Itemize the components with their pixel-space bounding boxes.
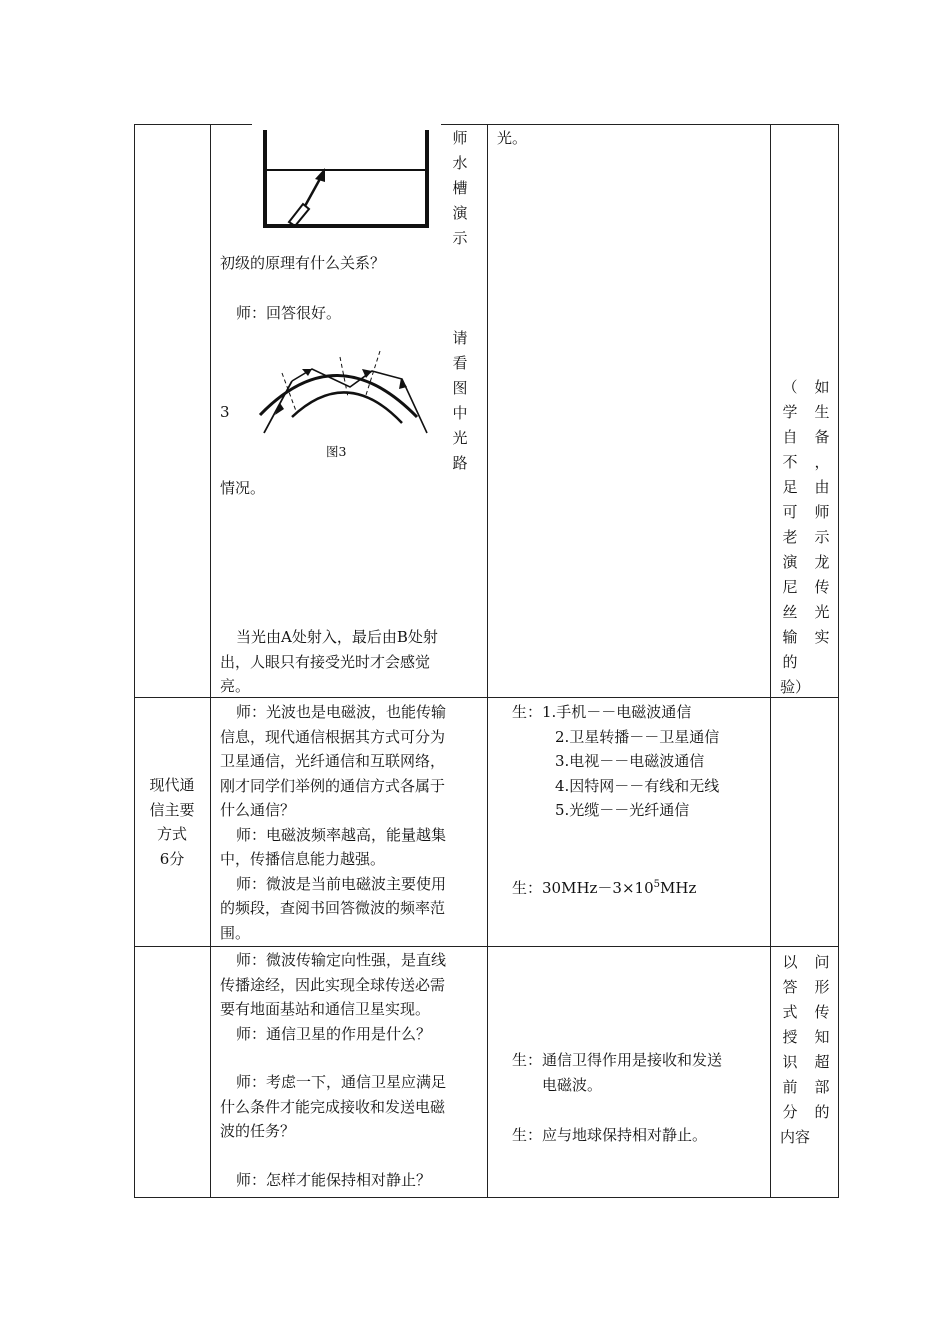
vertical-char: 识 bbox=[782, 1053, 798, 1071]
vertical-char: 光 bbox=[814, 603, 830, 621]
vertical-char: 足 bbox=[782, 478, 798, 496]
vertical-char: 内容 bbox=[780, 1128, 811, 1146]
freq-exponent: 5 bbox=[653, 879, 661, 890]
text-line: 师：微波是当前电磁波主要使用 bbox=[236, 874, 447, 893]
para-line: 当光由A处射入，最后由B处射 bbox=[236, 628, 438, 646]
list-item: 2.卫星转播－－卫星通信 bbox=[555, 727, 720, 746]
vertical-char: 验） bbox=[780, 678, 811, 696]
text-line: 师：微波传输定向性强，是直线 bbox=[236, 951, 447, 969]
vertical-char: 师 bbox=[814, 503, 830, 521]
text-line: 波的任务？ bbox=[220, 1122, 296, 1140]
vertical-char: 形 bbox=[814, 978, 830, 996]
list-item: 5.光缆－－光纤通信 bbox=[555, 801, 690, 819]
teacher-praise: 师：回答很好。 bbox=[236, 304, 342, 322]
text-line: 卫星通信，光纤通信和互联网络， bbox=[220, 752, 446, 770]
vertical-char: 分 bbox=[782, 1103, 798, 1121]
student-answer-light: 光。 bbox=[497, 129, 528, 147]
vertical-char: 传 bbox=[814, 578, 830, 596]
vertical-char: 由 bbox=[814, 478, 830, 496]
text-line: 师：怎样才能保持相对静止？ bbox=[236, 1170, 432, 1189]
section-label-line: 现代通 bbox=[149, 776, 195, 794]
vertical-char: 前 bbox=[782, 1078, 798, 1096]
vertical-char: 老 bbox=[782, 528, 798, 546]
vertical-char: 演 bbox=[452, 204, 468, 222]
vertical-char: 示 bbox=[452, 229, 468, 247]
list-item: 4.因特网－－有线和无线 bbox=[555, 776, 720, 795]
vertical-char: 式 bbox=[782, 1003, 798, 1021]
vertical-char: 丝 bbox=[782, 603, 798, 621]
figure-left-number: 3 bbox=[220, 403, 230, 421]
vertical-char: 示 bbox=[814, 528, 830, 546]
section-label-modern-communication bbox=[136, 773, 208, 871]
section-label-line: 6分 bbox=[159, 849, 185, 868]
vertical-char: 以 bbox=[782, 953, 798, 971]
list-item: 3.电视－－电磁波通信 bbox=[555, 752, 705, 770]
text-line: 师：通信卫星的作用是什么？ bbox=[236, 1024, 432, 1043]
table-border-top-left bbox=[134, 124, 252, 125]
text-line: 传播途经，因此实现全球传送必需 bbox=[220, 975, 446, 994]
text-line: 师：光波也是电磁波，也能传输 bbox=[236, 703, 447, 721]
water-tank-figure bbox=[255, 124, 435, 234]
vertical-char: 学 bbox=[782, 403, 798, 421]
col-line-1 bbox=[210, 124, 211, 1198]
col-line-0 bbox=[134, 124, 135, 1198]
remark-right-column bbox=[812, 375, 832, 650]
vertical-char: 知 bbox=[814, 1028, 830, 1046]
text-line: 信息，现代通信根据其方式可分为 bbox=[220, 727, 446, 746]
para-line: 亮。 bbox=[220, 677, 251, 695]
vertical-char: 授 bbox=[782, 1028, 798, 1046]
text-line: 中，传播信息能力越强。 bbox=[220, 850, 386, 868]
right-vertical-text-1 bbox=[450, 126, 470, 251]
section-label-line: 信主要 bbox=[149, 800, 195, 819]
teacher-explanation-row3 bbox=[220, 948, 484, 1192]
vertical-char: 如 bbox=[814, 378, 830, 396]
text-line: 什么通信？ bbox=[220, 801, 296, 819]
text-line: 电磁波。 bbox=[542, 1075, 603, 1094]
vertical-char: 部 bbox=[814, 1078, 830, 1096]
figure-caption: 图3 bbox=[326, 444, 347, 459]
col-line-3 bbox=[770, 124, 771, 1198]
vertical-char: ， bbox=[814, 453, 830, 471]
vertical-char: 答 bbox=[782, 978, 798, 996]
freq-text: 生：30MHz－3×10 bbox=[512, 879, 654, 897]
text-line: 生：应与地球保持相对静止。 bbox=[512, 1126, 708, 1144]
text-line: 师：电磁波频率越高，能量越集 bbox=[236, 825, 447, 844]
vertical-char: 问 bbox=[814, 953, 830, 971]
vertical-char: 的 bbox=[782, 653, 798, 671]
list-item: 生：1.手机－－电磁波通信 bbox=[512, 703, 692, 721]
vertical-char: 输 bbox=[782, 628, 798, 646]
table-border-top-right bbox=[441, 124, 839, 125]
vertical-char: 可 bbox=[782, 503, 798, 521]
teacher-explanation-row2 bbox=[220, 700, 484, 945]
section-label-line: 方式 bbox=[156, 825, 187, 843]
text-line: 要有地面基站和通信卫星实现。 bbox=[220, 1000, 431, 1018]
vertical-char: 光 bbox=[452, 429, 468, 447]
vertical-char: 水 bbox=[452, 154, 468, 172]
vertical-char: 生 bbox=[814, 403, 830, 421]
text-line: 什么条件才能完成接收和发送电磁 bbox=[220, 1097, 446, 1116]
vertical-char: 不 bbox=[782, 453, 798, 471]
vertical-char: 师 bbox=[452, 129, 468, 147]
text-line: 刚才同学们举例的通信方式各属于 bbox=[220, 776, 446, 795]
vertical-char: 超 bbox=[814, 1053, 830, 1071]
vertical-char: 中 bbox=[452, 404, 468, 422]
para-line: 出，人眼只有接受光时才会感觉 bbox=[220, 652, 431, 671]
situation-text: 情况。 bbox=[220, 479, 266, 497]
vertical-char: （ bbox=[782, 378, 798, 396]
fiber-light-path-figure bbox=[252, 345, 432, 435]
right-vertical-text-2 bbox=[450, 326, 470, 476]
student-answers-row3 bbox=[512, 1048, 722, 1148]
remark-row3-right bbox=[812, 950, 832, 1125]
remark-row3-left bbox=[780, 950, 811, 1150]
vertical-char: 传 bbox=[814, 1003, 830, 1021]
light-entry-paragraph bbox=[220, 625, 482, 699]
freq-unit: MHz bbox=[660, 879, 697, 897]
vertical-char: 自 bbox=[782, 428, 798, 446]
vertical-char: 备 bbox=[814, 428, 830, 446]
student-frequency-answer bbox=[512, 873, 696, 901]
relation-question: 初级的原理有什么关系？ bbox=[220, 254, 386, 272]
vertical-char: 请 bbox=[452, 329, 468, 347]
text-line: 生：通信卫得作用是接收和发送 bbox=[512, 1051, 723, 1069]
vertical-char: 尼 bbox=[782, 578, 798, 596]
vertical-char: 图 bbox=[452, 379, 468, 397]
vertical-char: 实 bbox=[814, 628, 830, 646]
vertical-char: 槽 bbox=[452, 179, 468, 197]
vertical-char: 路 bbox=[452, 454, 468, 472]
remark-left-column bbox=[780, 375, 811, 700]
vertical-char: 看 bbox=[452, 354, 468, 372]
col-line-2 bbox=[487, 124, 488, 1198]
vertical-char: 的 bbox=[814, 1103, 830, 1121]
vertical-char: 演 bbox=[782, 553, 798, 571]
text-line: 围。 bbox=[220, 923, 251, 942]
text-line: 的频段，查阅书回答微波的频率范 bbox=[220, 899, 446, 917]
text-line: 师：考虑一下，通信卫星应满足 bbox=[236, 1073, 447, 1091]
vertical-char: 龙 bbox=[814, 553, 830, 571]
student-examples-list bbox=[512, 700, 719, 823]
col-line-4 bbox=[838, 124, 839, 1198]
